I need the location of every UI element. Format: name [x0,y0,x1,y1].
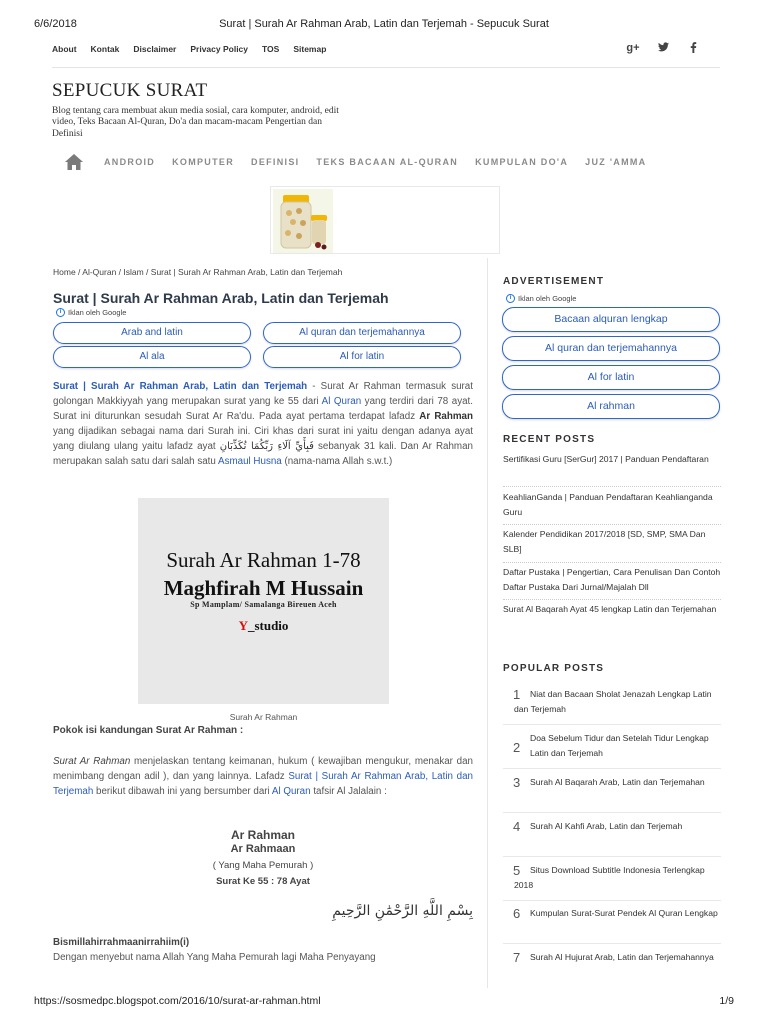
basmalah-arabic: بِسْمِ اللَّهِ الرَّحْمَٰنِ الرَّحِيمِ [332,903,473,919]
popular-post-item[interactable]: 4 Surah Al Kahfi Arab, Latin dan Terjemah [503,819,721,857]
recent-posts-heading: RECENT POSTS [503,434,596,445]
google-plus-icon[interactable]: g+ [626,42,640,54]
basmalah-latin: Bismillahirrahmaanirrahiim(i) [53,937,190,948]
nav-komputer[interactable]: KOMPUTER [172,157,235,167]
site-title[interactable]: SEPUCUK SURAT [52,80,208,101]
sidebar-ad-al-rahman[interactable]: Al rahman [502,394,720,419]
sidebar-ad-bacaan[interactable]: Bacaan alquran lengkap [502,307,720,332]
site-tagline: Blog tentang cara membuat akun media sosial, cara komputer, android, edit video, Teks Bacaan Al-Quran, Do'a dan macam-macam Pengertian dan Definisi [52,106,339,139]
nav-android[interactable]: ANDROID [104,157,156,167]
home-icon[interactable] [64,153,84,171]
facebook-icon[interactable] [686,42,700,56]
al-quran-link[interactable]: Al Quran [321,396,362,407]
ad-link-al-for-latin[interactable]: Al for latin [263,346,461,368]
sidebar-ads-label: i Iklan oleh Google [506,294,576,303]
print-date: 6/6/2018 [34,18,77,30]
surah-title-link[interactable]: Surat | Surah Ar Rahman Arab, Latin dan Terjemah [53,771,473,797]
print-url: https://sosmedpc.blogspot.com/2016/10/surat-ar-rahman.html [34,995,321,1007]
popular-posts-heading: POPULAR POSTS [503,663,605,674]
print-header [0,18,768,32]
nav-sitemap-link[interactable]: Sitemap [293,44,327,54]
nav-teks-bacaan[interactable]: TEKS BACAAN AL-QURAN [316,157,459,167]
basmalah-meaning: Dengan menyebut nama Allah Yang Maha Pemurah lagi Maha Penyayang [53,952,376,963]
cookie-jar-image [273,189,333,253]
banner-ad-image[interactable] [270,186,500,254]
video-caption: Surah Ar Rahman [229,712,298,722]
ad-link-arab-latin[interactable]: Arab and latin [53,322,251,344]
popular-rank: 1 [513,687,521,702]
ad-link-al-ala[interactable]: Al ala [53,346,251,368]
main-navigation [52,150,720,174]
popular-rank: 5 [513,863,521,878]
popular-rank: 3 [513,775,521,790]
breadcrumb[interactable]: Home / Al-Quran / Islam / Surat | Surah Ar Rahman Arab, Latin dan Terjemah [53,267,343,277]
popular-post-item[interactable]: 1 Niat dan Bacaan Sholat Jenazah Lengkap Latin dan Terjemah [503,687,721,725]
nav-kontak-link[interactable]: Kontak [90,44,120,54]
popular-post-item[interactable]: 3 Surah Al Baqarah Arab, Latin dan Terjemahan [503,775,721,813]
surah-name: Ar Rahman [230,828,295,842]
al-quran-link-2[interactable]: Al Quran [271,786,311,797]
surah-meaning: ( Yang Maha Pemurah ) [212,860,314,871]
popular-post-item[interactable]: 7 Surah Al Hujurat Arab, Latin dan Terjemahannya [513,950,714,965]
popular-post-item[interactable]: 5 Situs Download Subtitle Indonesia Terlengkap 2018 [503,863,721,901]
nav-tos-link[interactable]: TOS [262,44,280,54]
pokok-paragraph: Surat Ar Rahman menjelaskan tentang keimanan, hukum ( kewajiban mengukur, menakar dan menimbang dengan adil ), dan yang lainnya. Lafadz Surat | Surah Ar Rahman Arab, Latin dan Terjemah berikut dibawah ini yang bersumber dari Al Quran tafsir Al Jalalain : [53,756,473,797]
popular-rank: 2 [513,740,521,755]
surah-info: Surat Ke 55 : 78 Ayat [216,876,310,887]
nav-about-link[interactable]: About [52,44,77,54]
info-icon[interactable]: i [506,294,515,303]
popular-rank: 4 [513,819,521,834]
post-title: Surat | Surah Ar Rahman Arab, Latin dan Terjemah [53,290,389,306]
arabic-verse-inline: فَبِأَيِّ آلَاءِ رَبِّكُمَا تُكَذِّبَانِ [219,441,314,452]
twitter-icon[interactable] [656,42,670,56]
ad-link-alquran-terjemah[interactable]: Al quran dan terjemahannya [263,322,461,344]
nav-juz-amma[interactable]: JUZ 'AMMA [585,157,647,167]
recent-post-item[interactable]: Sertifikasi Guru [SerGur] 2017 | Panduan Pendaftaran [503,452,721,487]
ar-rahman-bold: Ar Rahman [419,411,473,422]
popular-rank: 7 [513,950,521,965]
print-page-number: 1/9 [719,995,734,1007]
recent-post-item[interactable]: Surat Al Baqarah Ayat 45 lengkap Latin dan Terjemahan [503,604,717,614]
recent-post-item[interactable]: Kalender Pendidikan 2017/2018 [SD, SMP, SMA Dan SLB] [503,527,721,563]
nav-disclaimer-link[interactable]: Disclaimer [133,44,177,54]
surah-latin: Ar Rahmaan [230,843,296,855]
popular-post-item[interactable]: 6 Kumpulan Surat-Surat Pendek Al Quran Lengkap [503,906,721,944]
print-title: Surat | Surah Ar Rahman Arab, Latin dan Terjemah - Sepucuk Surat [219,18,549,30]
sidebar-ad-al-for-latin[interactable]: Al for latin [502,365,720,390]
info-icon[interactable]: i [56,308,65,317]
asmaul-husna-link[interactable]: Asmaul Husna [218,456,282,467]
recent-post-item[interactable]: KeahlianGanda | Panduan Pendaftaran Keahlianganda Guru [503,490,721,525]
ads-by-google-label: i Iklan oleh Google [56,308,126,317]
advertisement-heading: ADVERTISEMENT [503,276,605,287]
top-navigation [52,40,720,68]
video-thumbnail[interactable]: Surah Ar Rahman 1-78 Maghfirah M Hussain Sp Mamplam/ Samalanga Bireuen Aceh Y_studio [138,498,389,704]
nav-privacy-link[interactable]: Privacy Policy [190,44,249,54]
sidebar-ad-terjemah[interactable]: Al quran dan terjemahannya [502,336,720,361]
intro-paragraph: Surat | Surah Ar Rahman Arab, Latin dan Terjemah - Surat Ar Rahman termasuk surat golongan Makkiyyah yang merupakan surat yang ke 55 dari Al Quran yang terdiri dari 78 ayat. Surat ini diturunkan sesudah Surat Ar Ra'du. Pada ayat pertama terdapat lafadz Ar Rahman yang dijadikan sebagai nama dari Surah ini. Ciri khas dari surat ini yaitu dengan adanya ayat yang diulang ulang yaitu lafadz ayat فَبِأَيِّ آلَاءِ رَبِّكُمَا تُكَذِّبَانِ sebanyak 31 kali. Dan Ar Rahman merupakan salah satu dari salah satu Asmaul Husna (nama-nama Allah s.w.t.) [53,381,473,467]
popular-post-item[interactable]: 2 Doa Sebelum Tidur dan Setelah Tidur Lengkap Latin dan Terjemah [503,731,721,769]
pokok-title: Pokok isi kandungan Surat Ar Rahman : [53,725,244,736]
recent-post-item[interactable]: Daftar Pustaka | Pengertian, Cara Penulisan Dan Contoh Daftar Pustaka Dari Jurnal/Majalah Dll [503,565,721,600]
nav-kumpulan-doa[interactable]: KUMPULAN DO'A [475,157,569,167]
popular-rank: 6 [513,906,521,921]
nav-definisi[interactable]: DEFINISI [251,157,300,167]
intro-title-link[interactable]: Surat | Surah Ar Rahman Arab, Latin dan Terjemah [53,381,308,392]
